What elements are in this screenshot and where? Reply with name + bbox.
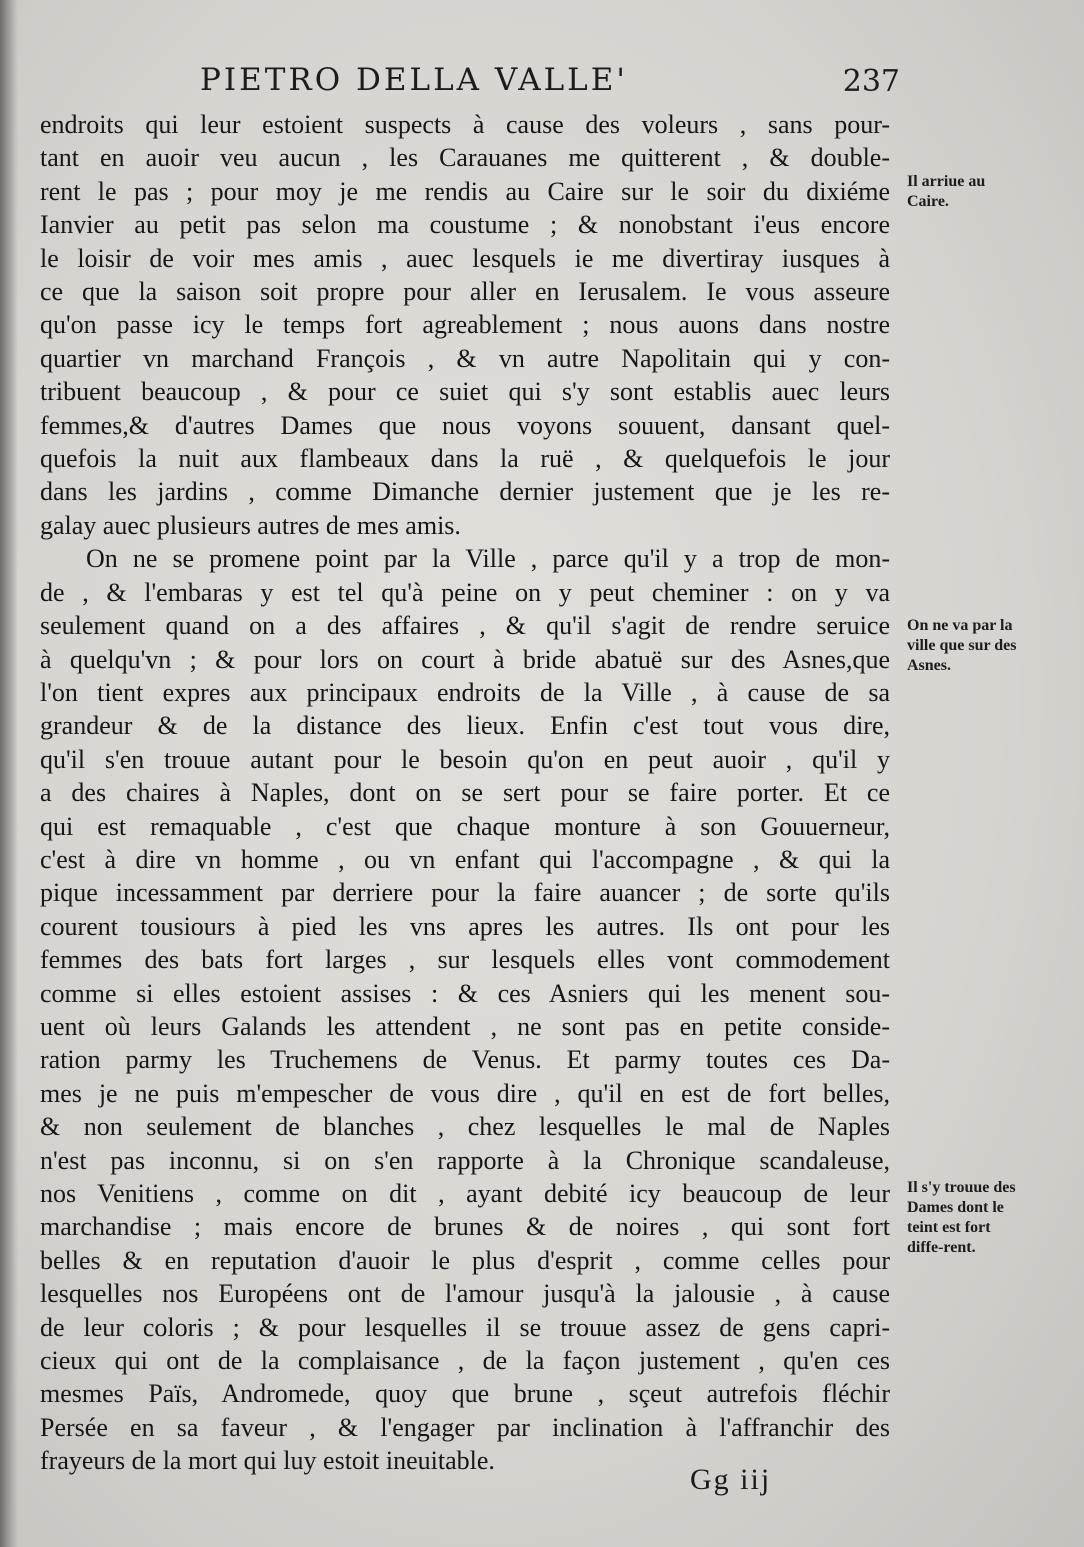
text-line: pique incessamment par derriere pour la faire auancer ; de sorte qu'ils [40, 878, 890, 908]
text-line: femmes,& d'autres Dames que nous voyons souuent, dansant quel- [40, 410, 890, 440]
text-line: uent où leurs Galands les attendent , ne sont pas en petite conside- [40, 1011, 890, 1041]
text-line: n'est pas inconnu, si on s'en rapporte à la Chronique scandaleuse, [40, 1145, 890, 1175]
text-line: galay auec plusieurs autres de mes amis. [40, 510, 461, 540]
text-line: Persée en sa faveur , & l'engager par inclination à l'affranchir des [40, 1412, 890, 1442]
text-line: comme si elles estoient assises : & ces Asniers qui les menent sou- [40, 978, 890, 1008]
text-line: ration parmy les Truchemens de Venus. Et parmy toutes ces Da- [40, 1045, 890, 1075]
text-line: On ne se promene point par la Ville , parce qu'il y a trop de mon- [86, 544, 890, 574]
text-line: Ianvier au petit pas selon ma coustume ; & nonobstant i'eus encore [40, 210, 890, 240]
text-line: quefois la nuit aux flambeaux dans la ruë , & quelquefois le jour [40, 444, 890, 474]
text-line: qu'il s'en trouue autant pour le besoin qu'on en peut auoir , qu'il y [40, 744, 890, 774]
text-line: à quelqu'vn ; & pour lors on court à bride abatuë sur des Asnes,que [40, 644, 890, 674]
text-line: a des chaires à Naples, dont on se sert pour se faire porter. Et ce [40, 778, 890, 808]
text-line: l'on tient expres aux principaux endroits de la Ville , à cause de sa [40, 677, 890, 707]
text-line: de , & l'embaras y est tel qu'à peine on y peut cheminer : on y va [40, 577, 890, 607]
text-line: seulement quand on a des affaires , & qu'il s'agit de rendre seruice [40, 611, 890, 641]
text-line: de leur coloris ; & pour lesquelles il se trouue assez de gens capri- [40, 1312, 890, 1342]
text-line: qui est remaquable , c'est que chaque monture à son Gouuerneur, [40, 811, 890, 841]
text-line: dans les jardins , comme Dimanche dernier justement que je les re- [40, 477, 890, 507]
text-line: cieux qui ont de la complaisance , de la façon justement , qu'en ces [40, 1346, 890, 1376]
text-line: ce que la saison soit propre pour aller en Ierusalem. Ie vous asseure [40, 277, 890, 307]
text-line: lesquelles nos Européens ont de l'amour jusqu'à la jalousie , à cause [40, 1279, 890, 1309]
text-line: qu'on passe icy le temps fort agreablement ; nous auons dans nostre [40, 310, 890, 340]
text-line: c'est à dire vn homme , ou vn enfant qui l'accompagne , & qui la [40, 844, 890, 874]
text-line: mes je ne puis m'empescher de vous dire , qu'il en est de fort belles, [40, 1078, 890, 1108]
signature-mark: Gg iij [690, 1463, 772, 1496]
text-line: quartier vn marchand François , & vn autre Napolitain qui y con- [40, 343, 890, 373]
page-gutter-shadow [0, 0, 18, 1547]
margin-note: Il arriue au Caire. [907, 173, 986, 210]
page-header [200, 62, 900, 106]
text-line: belles & en reputation d'auoir le plus d'esprit , comme celles pour [40, 1245, 890, 1275]
text-line: & non seulement de blanches , chez lesquelles le mal de Naples [40, 1112, 890, 1142]
text-line: tant en auoir veu aucun , les Carauanes me quitterent , & double- [40, 143, 890, 173]
margin-note: Il s'y trouue des Dames dont le teint est fort diffe-rent. [907, 1179, 1016, 1256]
running-head: PIETRO DELLA VALLE' [200, 62, 628, 98]
page-number: 237 [842, 64, 900, 99]
text-line: grandeur & de la distance des lieux. Enfin c'est tout vous dire, [40, 711, 890, 741]
text-line: nos Venitiens , comme on dit , ayant debité icy beaucoup de leur [40, 1179, 890, 1208]
text-line: endroits qui leur estoient suspects à cause des voleurs , sans pour- [40, 110, 890, 139]
text-line: tribuent beaucoup , & pour ce suiet qui s'y sont establis auec leurs [40, 377, 890, 407]
text-line: frayeurs de la mort qui luy estoit ineuitable. [40, 1446, 495, 1476]
text-line: femmes des bats fort larges , sur lesquels elles vont commodement [40, 945, 890, 975]
text-line: le loisir de voir mes amis , auec lesquels ie me divertiray iusques à [40, 243, 890, 273]
text-line: marchandise ; mais encore de brunes & de noires , qui sont fort [40, 1212, 890, 1242]
text-line: mesmes Païs, Andromede, quoy que brune , sçeut autrefois fléchir [40, 1379, 890, 1409]
text-line: courent tousiours à pied les vns apres les autres. Ils ont pour les [40, 911, 890, 941]
margin-note: On ne va par la ville que sur des Asnes. [907, 617, 1017, 674]
body-text [40, 108, 890, 1478]
text-line: rent le pas ; pour moy je me rendis au Caire sur le soir du dixiéme [40, 176, 890, 206]
